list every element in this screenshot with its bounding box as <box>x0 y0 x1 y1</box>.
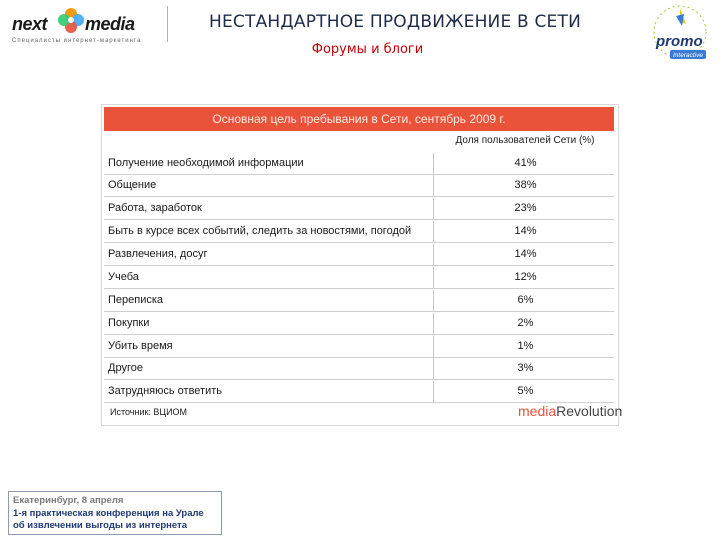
row-value: 6% <box>517 294 534 306</box>
row-label: Покупки <box>108 317 150 329</box>
logo-tagline: Специалисты интернет-маркетинга <box>12 38 142 44</box>
mr-logo-part-a: media <box>518 403 557 419</box>
table-row <box>104 221 614 243</box>
stats-table <box>101 104 623 426</box>
row-value: 14% <box>514 225 537 237</box>
row-value: 38% <box>514 179 537 191</box>
event-date: Екатеринбург, 8 апреля <box>13 495 124 506</box>
media-revolution-logo <box>518 403 622 419</box>
promo-interactive-logo <box>640 2 715 66</box>
event-title: 1-я практическая конференция на Урале <box>13 508 204 519</box>
row-value: 12% <box>514 271 537 283</box>
header-divider <box>167 6 168 42</box>
row-label: Затрудняюсь ответить <box>108 385 223 397</box>
row-label: Убить время <box>108 340 173 352</box>
source-note: Источник: ВЦИОМ <box>110 407 188 417</box>
row-value: 23% <box>514 202 537 214</box>
table-row <box>104 153 614 175</box>
next-media-logo <box>12 6 162 46</box>
table-row <box>104 381 614 403</box>
row-value: 2% <box>517 317 534 329</box>
row-divider <box>104 288 614 289</box>
table-row <box>104 267 614 289</box>
page-subtitle: Форумы и блоги <box>311 42 424 57</box>
row-divider <box>104 334 614 335</box>
table-row <box>104 336 614 358</box>
row-divider <box>104 379 614 380</box>
row-divider <box>104 242 614 243</box>
table-row <box>104 313 614 335</box>
table-row <box>104 290 614 312</box>
row-label: Быть в курсе всех событий, следить за новостями, погодой <box>108 225 412 237</box>
flower-icon <box>56 6 86 36</box>
mr-logo-part-b: Revolution <box>556 403 623 419</box>
table-title: Основная цель пребывания в Сети, сентябрь 2009 г. <box>104 107 614 131</box>
column-header: Доля пользователей Сети (%) <box>455 135 595 146</box>
table-row <box>104 175 614 197</box>
event-banner <box>8 491 222 535</box>
row-label: Работа, заработок <box>108 202 202 214</box>
logo-next-text: next <box>12 14 48 34</box>
row-divider <box>104 311 614 312</box>
table-row <box>104 358 614 380</box>
row-value: 5% <box>517 385 534 397</box>
row-divider <box>104 265 614 266</box>
row-divider <box>104 219 614 220</box>
row-label: Другое <box>108 362 143 374</box>
row-label: Общение <box>108 179 157 191</box>
row-divider <box>104 196 614 197</box>
row-value: 41% <box>514 157 537 169</box>
logo-media-text: media <box>85 14 135 34</box>
row-value: 1% <box>517 340 534 352</box>
table-row <box>104 198 614 220</box>
promo-logo-text: promo <box>656 33 703 50</box>
table-row <box>104 244 614 266</box>
row-value: 3% <box>517 362 534 374</box>
row-label: Получение необходимой информации <box>108 157 304 169</box>
event-subtitle: об извлечении выгоды из интернета <box>13 520 187 531</box>
row-value: 14% <box>514 248 537 260</box>
promo-sub-text: Interactive <box>673 52 703 59</box>
row-label: Учеба <box>108 271 139 283</box>
page-title: НЕСТАНДАРТНОЕ ПРОДВИЖЕНИЕ В СЕТИ <box>209 12 581 32</box>
row-label: Переписка <box>108 294 164 306</box>
row-label: Развлечения, досуг <box>108 248 208 260</box>
